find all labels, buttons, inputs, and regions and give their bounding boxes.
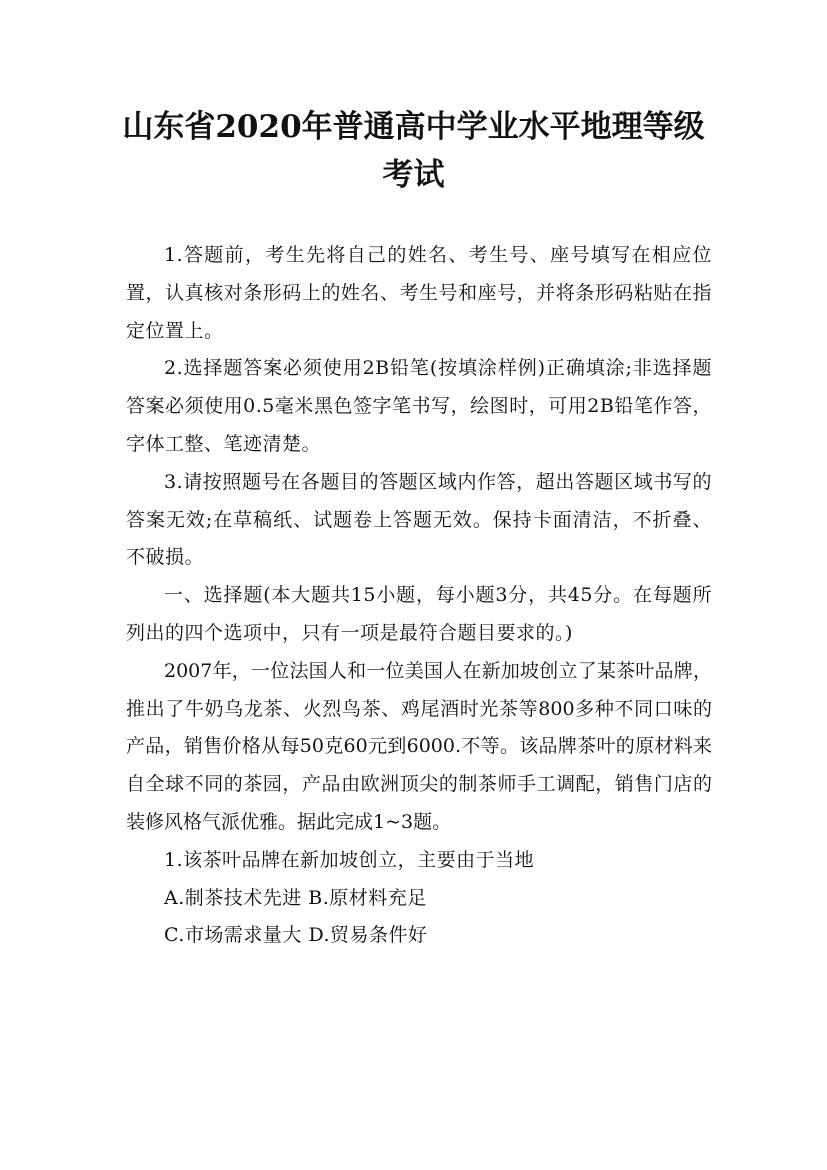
section-heading: 一、选择题(本大题共15小题，每小题3分，共45分。在每题所列出的四个选项中，只有一项是最符合题目要求的。) <box>126 584 712 644</box>
document-title <box>110 103 717 199</box>
title-line-2: 考试 <box>382 157 445 193</box>
question-stem: 1.该茶叶品牌在新加坡创立，主要由于当地 <box>164 848 535 871</box>
document-body <box>126 237 712 955</box>
question-passage: 2007年，一位法国人和一位美国人在新加坡创立了某茶叶品牌，推出了牛奶乌龙茶、火烈鸟茶、鸡尾酒时光茶等800多种不同口味的产品，销售价格从每50克60元到6000.不等。该品牌茶叶的原材料来自全球不同的茶园，产品由欧洲顶尖的制茶师手工调配，销售门店的装修风格气派优雅。据此完成1~3题。 <box>126 659 712 833</box>
title-line-1: 山东省2020年普通高中学业水平地理等级 <box>122 109 705 145</box>
instruction-3: 3.请按照题号在各题目的答题区域内作答，超出答题区域书写的答案无效;在草稿纸、试题卷上答题无效。保持卡面清洁，不折叠、不破损。 <box>126 470 712 569</box>
answer-options-cd: C.市场需求量大 D.贸易条件好 <box>164 924 428 947</box>
instruction-2: 2.选择题答案必须使用2B铅笔(按填涂样例)正确填涂;非选择题答案必须使用0.5毫米黑色签字笔书写，绘图时，可用2B铅笔作答，字体工整、笔迹清楚。 <box>126 357 712 455</box>
instruction-1: 1.答题前，考生先将自己的姓名、考生号、座号填写在相应位置，认真核对条形码上的姓名、考生号和座号，并将条形码粘贴在指定位置上。 <box>126 244 712 342</box>
answer-options-ab: A.制茶技术先进 B.原材料充足 <box>164 886 427 909</box>
